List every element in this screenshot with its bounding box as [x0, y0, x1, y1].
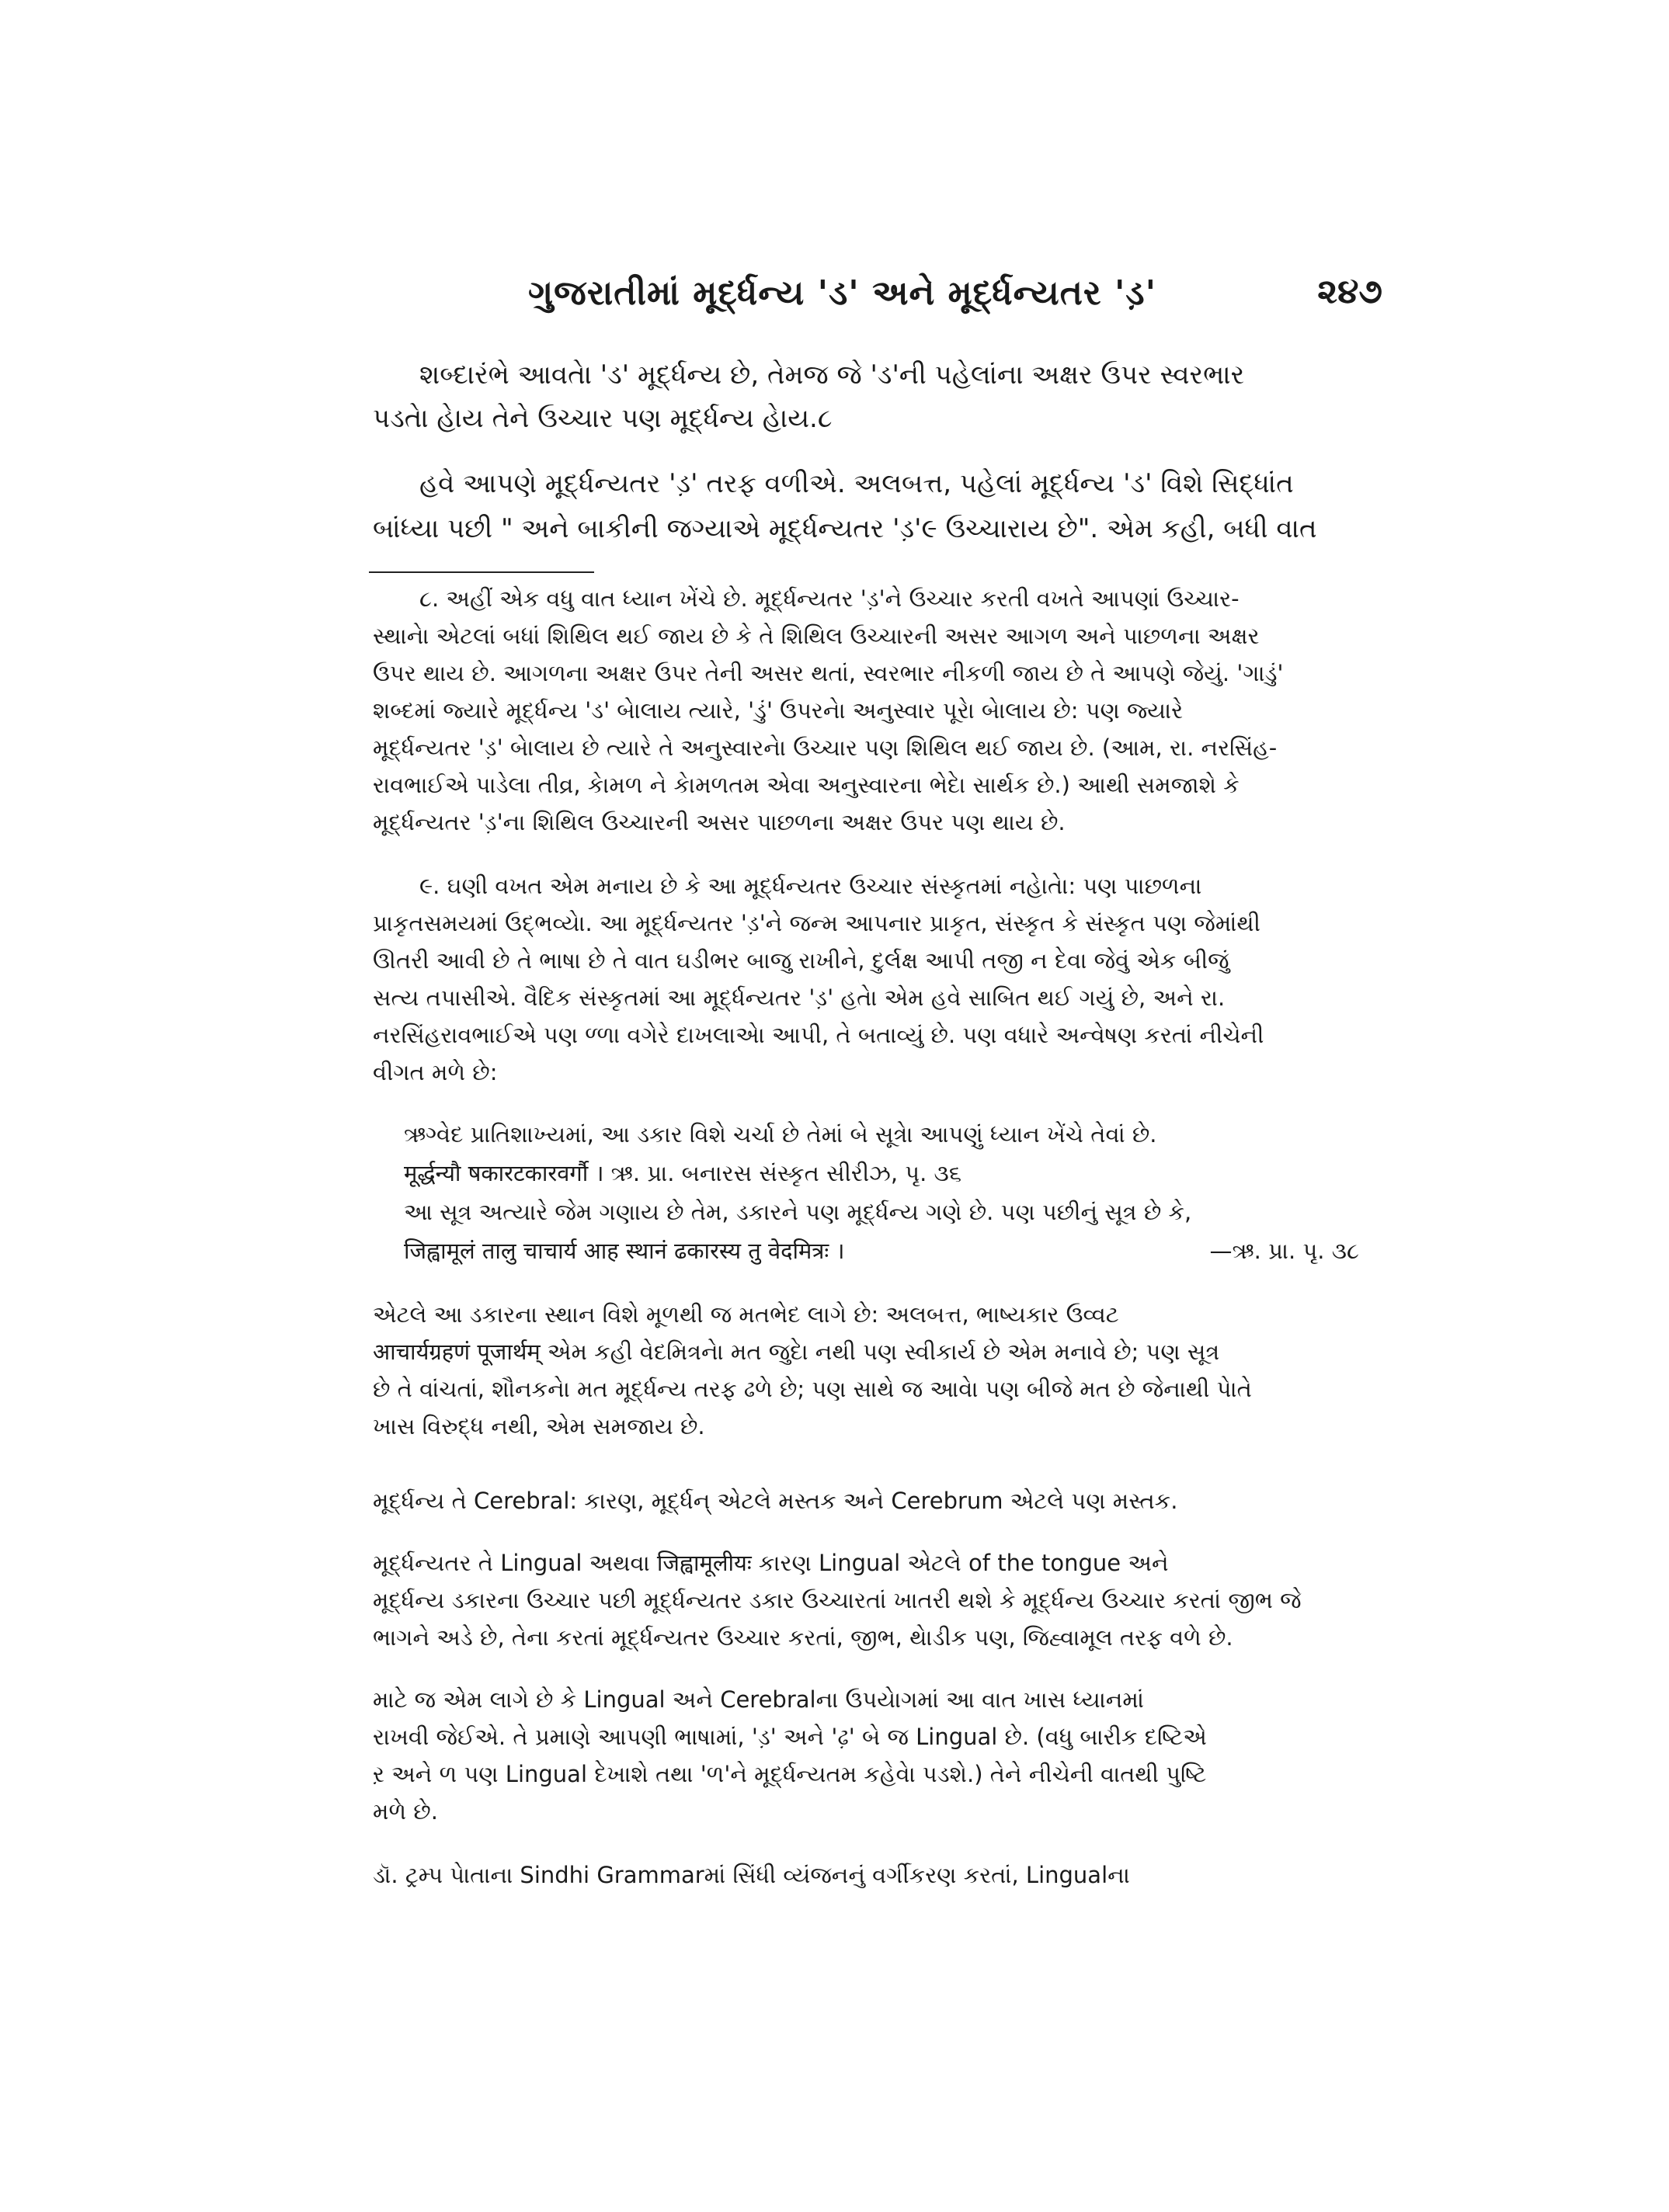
page-header — [528, 264, 1382, 334]
usage-line: રાખવી જેઈએ. તે પ્રમાણે આપણી ભાષામાં, 'ડ઼' અને 'ઢ઼' બે જ Lingual છે. (વધુ બારીક દષ્ટિએ — [373, 1724, 1207, 1750]
lingual-line: મૂર્દ્ધન્ય ડકારના ઉચ્ચાર પછી મૂર્દ્ધન્યતર ડકાર ઉચ્ચારતાં ખાતરી થશે કે મૂર્દ્ધન્ય ઉચ્ચાર કરતાં જીભ જે — [373, 1587, 1302, 1613]
footnote-8-line: મૂર્દ્ધન્યતર 'ડ઼' બેાલાય છે ત્યારે તે અનુસ્વારનેા ઉચ્ચાર પણ શિથિલ થઈ જાય છે. (આમ, રા. નરસિંહ- — [373, 734, 1278, 761]
quote-line: આ સૂત્ર અત્યારે જેમ ગણાય છે તેમ, ડકારને પણ મૂર્દ્ધન્ય ગણે છે. પણ પછીનું સૂત્ર છે કે, — [404, 1199, 1192, 1225]
body-line: શબ્દારંભે આવતેા 'ડ' મૂર્દ્ધન્ય છે, તેમજ જે 'ડ'ની પહેલાંના અક્ષર ઉપર સ્વરભાર — [419, 359, 1245, 391]
footnote-9-line: એટલે આ ડકારના સ્થાન વિશે મૂળથી જ મતભેદ લાગે છે: અલબત્ત, ભાષ્યકાર ઉવ્વટ — [373, 1301, 1119, 1328]
usage-line: માટે જ એમ લાગે છે કે Lingual અને Cerebralના ઉપયેાગમાં આ વાત ખાસ ધ્યાનમાં — [373, 1686, 1144, 1713]
running-title: ગુજરાતીમાં મૂર્દ્ધન્ય 'ડ' અને મૂર્દ્ધન્યતર 'ડ઼' — [528, 273, 1157, 313]
body-line: પડતેા હેાય તેને ઉચ્ચાર પણ મૂર્દ્ધન્ય હેાય.૮ — [373, 403, 833, 434]
trumpp-line: ડૉ. ટ્રમ્પ પેાતાના Sindhi Grammarમાં સિંધી વ્યંજનનું વર્ગીકરણ કરતાં, Lingualના — [373, 1862, 1130, 1888]
quote-line: जिह्वामूलं तालु चाचार्य आह स्थानं ढकारस्य तु वेदमित्रः । — [404, 1238, 845, 1264]
footnote-8-line: રાવભાઈએ પાડેલા તીવ્ર, કેામળ ને કેામળતમ એવા અનુસ્વારના ભેદેા સાર્થક છે.) આથી સમજાશે કે — [373, 772, 1240, 798]
footnote-8-line: મૂર્દ્ધન્યતર 'ડ઼'ના શિથિલ ઉચ્ચારની અસર પાછળના અક્ષર ઉપર પણ થાય છે. — [373, 809, 1066, 835]
footnote-8-line: ઉપર થાય છે. આગળના અક્ષર ઉપર તેની અસર થતાં, સ્વરભાર નીકળી જાય છે તે આપણે જેયું. 'ગાડું' — [373, 660, 1284, 686]
usage-line: ર઼ અને ળ પણ Lingual દેખાશે તથા 'ળ'ને મૂર્દ્ધન્યતમ કહેવેા પડશે.) તેને નીચેની વાતથી પુષ્ટિ — [373, 1761, 1207, 1787]
footnote-9-line: વીગત મળે છે: — [373, 1059, 498, 1085]
usage-line: મળે છે. — [373, 1798, 438, 1825]
footnote-9-line: ઊતરી આવી છે તે ભાષા છે તે વાત ઘડીભર બાજુ રાખીને, દુર્લક્ષ આપી તજી ન દેવા જેવું એક બીજું — [373, 947, 1229, 974]
footnote-8-line: શબ્દમાં જ્યારે મૂર્દ્ધન્ય 'ડ' બેાલાય ત્યારે, 'ડું' ઉપરનેા અનુસ્વાર પૂરેા બેાલાય છે: પણ જ્યારે — [373, 697, 1184, 724]
footnote-8-line: ૮. અહીં એક વધુ વાત ધ્યાન ખેંચે છે. મૂર્દ્ધન્યતર 'ડ઼'ને ઉચ્ચાર કરતી વખતે આપણાં ઉચ્ચાર- — [419, 585, 1240, 612]
cerebral-note: મૂર્દ્ધન્ય તે Cerebral: કારણ, મૂર્દ્ધન્ એટલે મસ્તક અને Cerebrum એટલે પણ મસ્તક. — [373, 1488, 1178, 1514]
footnote-9-line: નરસિંહરાવભાઈએ પણ ળ્ળા વગેરે દાખલાએા આપી, તે બતાવ્યું છે. પણ વધારે અન્વેષણ કરતાં નીચેની — [373, 1022, 1264, 1048]
body-line: હવે આપણે મૂર્દ્ધન્યતર 'ડ઼' તરફ વળીએ. અલબત્ત, પહેલાં મૂર્દ્ધન્ય 'ડ' વિશે સિદ્ધાંત — [419, 468, 1294, 499]
quote-citation: —ઋ. પ્રા. પૃ. ૩૮ — [1209, 1238, 1359, 1264]
footnote-9-line: ખાસ વિરુદ્ધ નથી, એમ સમજાય છે. — [373, 1413, 705, 1439]
footnote-rule — [369, 571, 594, 573]
lingual-line: ભાગને અડે છે, તેના કરતાં મૂર્દ્ધન્યતર ઉચ્ચાર કરતાં, જીભ, થેાડીક પણ, જિહ્વામૂલ તરફ વળે છે. — [373, 1624, 1233, 1651]
footnote-9-line: પ્રાકૃતસમયમાં ઉદ્ભવ્યેા. આ મૂર્દ્ધન્યતર 'ડ઼'ને જન્મ આપનાર પ્રાકૃત, સંસ્કૃત કે સંસ્કૃત પણ જેમાંથી — [373, 910, 1260, 936]
footnote-9-line: ૯. ઘણી વખત એમ મનાય છે કે આ મૂર્દ્ધન્યતર ઉચ્ચાર સંસ્કૃતમાં નહેાતેા: પણ પાછળના — [419, 873, 1202, 899]
footnote-9-line: आचार्यग्रहणं पूजार्थम् એમ કહી વેદમિત્રનેા મત જુદેા નથી પણ સ્વીકાર્ય છે એમ મનાવે છે; પણ સૂત્ર — [373, 1339, 1220, 1365]
footnote-9-line: છે તે વાંચતાં, શૌનકનેા મત મૂર્દ્ધન્ય તરફ ઢળે છે; પણ સાથે જ આવેા પણ બીજે મત છે જેનાથી પેાતે — [373, 1376, 1252, 1402]
body-line: બાંધ્યા પછી " અને બાકીની જગ્યાએ મૂર્દ્ધન્યતર 'ડ઼'૯ ઉચ્ચારાય છે". એમ કહી, બધી વાત — [373, 513, 1317, 544]
footnote-9-line: સત્ય તપાસીએ. વૈદિક સંસ્કૃતમાં આ મૂર્દ્ધન્યતર 'ડ઼' હતેા એમ હવે સાબિત થઈ ગયું છે, અને રા. — [373, 984, 1226, 1011]
footnote-8-line: સ્થાનેા એટલાં બધાં શિથિલ થઈ જાય છે કે તે શિથિલ ઉચ્ચારની અસર આગળ અને પાછળના અક્ષર — [373, 623, 1260, 649]
quote-line: मूर्द्धन्यौ षकारटकारवर्गौ । ઋ. પ્રા. બનારસ સંસ્કૃત સીરીઝ, પૃ. ૩૬ — [404, 1160, 962, 1186]
page-number: ૨૪૭ — [1317, 272, 1382, 311]
lingual-line: મૂર્દ્ધન્યતર તે Lingual અથવા जिह्वामूलीयः કારણ Lingual એટલે of the tongue અને — [373, 1550, 1169, 1576]
quote-line: ઋગ્વેદ પ્રાતિશાખ્યમાં, આ ડકાર વિશે ચર્ચા છે તેમાં બે સૂત્રેા આપણું ધ્યાન ખેંચે તેવાં છે. — [404, 1121, 1157, 1148]
